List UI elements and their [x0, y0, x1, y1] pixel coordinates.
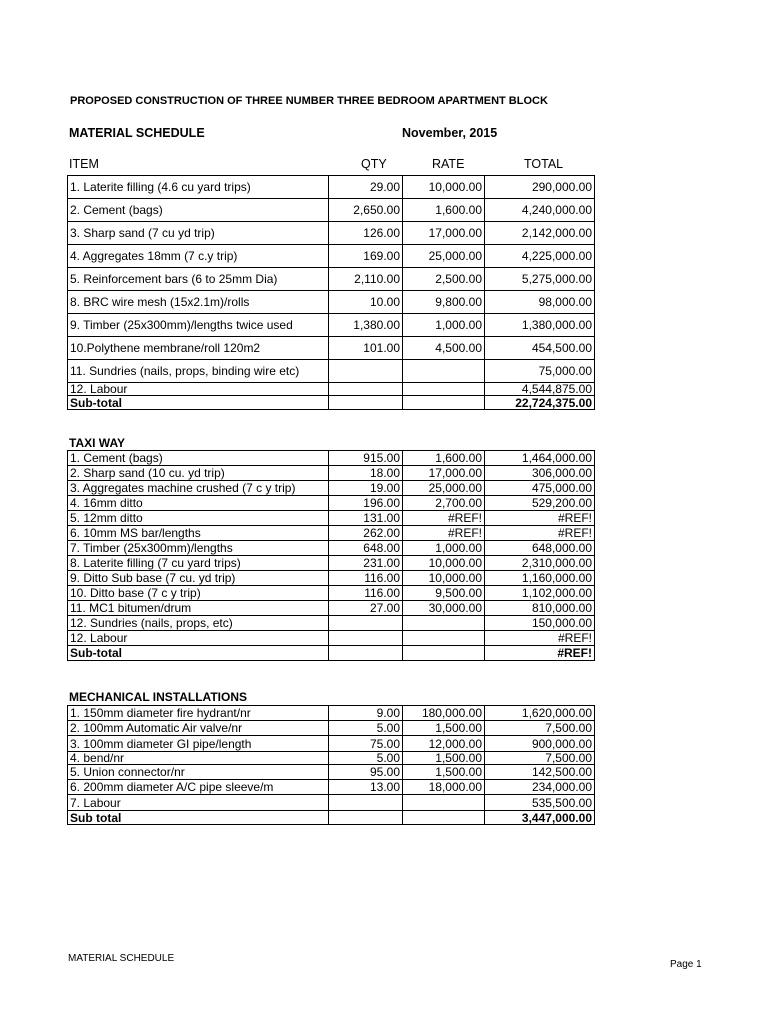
table-row [68, 795, 595, 811]
table-row [68, 526, 595, 541]
table-row [68, 314, 595, 337]
schedule-date: November, 2015 [402, 126, 498, 140]
cell-item: 9. Timber (25x300mm)/lengths twice used [68, 314, 329, 337]
cell-qty: 5.00 [329, 752, 403, 765]
cell-qty: 915.00 [329, 451, 403, 466]
cell-rate: 1,500.00 [403, 765, 485, 780]
subtotal-value: 22,724,375.00 [485, 396, 595, 410]
column-header-total: TOTAL [524, 157, 564, 171]
cell-qty: 19.00 [329, 481, 403, 496]
cell-rate: 2,500.00 [403, 268, 485, 291]
table-row [68, 721, 595, 736]
cell-qty: 18.00 [329, 466, 403, 481]
cell-rate: 10,000.00 [403, 556, 485, 571]
cell-total: 4,544,875.00 [485, 383, 595, 396]
cell-qty: 2,110.00 [329, 268, 403, 291]
cell-item: 7. Labour [68, 795, 329, 811]
cell-qty: 648.00 [329, 541, 403, 556]
table-row [68, 556, 595, 571]
cell-qty: 1,380.00 [329, 314, 403, 337]
cell-item: 6. 200mm diameter A/C pipe sleeve/m [68, 780, 329, 795]
cell-total: 1,380,000.00 [485, 314, 595, 337]
cell-total: 4,225,000.00 [485, 245, 595, 268]
subtotal-value: #REF! [485, 646, 595, 661]
cell-rate: 1,500.00 [403, 752, 485, 765]
cell-item: 3. Sharp sand (7 cu yd trip) [68, 222, 329, 245]
subtotal-row [68, 811, 595, 825]
cell-rate: 1,600.00 [403, 451, 485, 466]
cell-qty: 29.00 [329, 176, 403, 199]
table-row [68, 496, 595, 511]
cell-total: 306,000.00 [485, 466, 595, 481]
cell-total: #REF! [485, 526, 595, 541]
cell-total: 529,200.00 [485, 496, 595, 511]
cell-rate: 25,000.00 [403, 481, 485, 496]
cell-rate: 17,000.00 [403, 222, 485, 245]
column-header-rate: RATE [432, 157, 465, 171]
cell-total: 900,000.00 [485, 736, 595, 752]
cell-item: 8. Laterite filling (7 cu yard trips) [68, 556, 329, 571]
taxi-way-table [67, 450, 595, 661]
cell-rate: 1,000.00 [403, 541, 485, 556]
cell-total: 5,275,000.00 [485, 268, 595, 291]
cell-total: 234,000.00 [485, 780, 595, 795]
cell-total: 1,620,000.00 [485, 706, 595, 721]
document-title: PROPOSED CONSTRUCTION OF THREE NUMBER THREE BEDROOM APARTMENT BLOCK [70, 95, 548, 107]
cell-item: 10. Ditto base (7 c y trip) [68, 586, 329, 601]
column-header-qty: QTY [361, 157, 387, 171]
cell-qty: 9.00 [329, 706, 403, 721]
table-row [68, 245, 595, 268]
cell-rate: 1,500.00 [403, 721, 485, 736]
table-row [68, 631, 595, 646]
cell-item: 1. Laterite filling (4.6 cu yard trips) [68, 176, 329, 199]
cell-qty [329, 383, 403, 396]
cell-total: #REF! [485, 631, 595, 646]
cell-rate [403, 811, 485, 825]
cell-rate: 18,000.00 [403, 780, 485, 795]
subtotal-label: Sub-total [68, 396, 329, 410]
cell-item: 3. 100mm diameter GI pipe/length [68, 736, 329, 752]
cell-rate: 9,800.00 [403, 291, 485, 314]
cell-total: 75,000.00 [485, 360, 595, 383]
cell-qty: 101.00 [329, 337, 403, 360]
cell-qty: 169.00 [329, 245, 403, 268]
cell-total: 1,102,000.00 [485, 586, 595, 601]
table-row [68, 706, 595, 721]
cell-qty: 2,650.00 [329, 199, 403, 222]
cell-rate [403, 631, 485, 646]
cell-item: 12. Labour [68, 383, 329, 396]
cell-total: 475,000.00 [485, 481, 595, 496]
table-row [68, 466, 595, 481]
mechanical-installations-title: MECHANICAL INSTALLATIONS [69, 690, 247, 704]
cell-item: 9. Ditto Sub base (7 cu. yd trip) [68, 571, 329, 586]
material-table [67, 175, 595, 410]
table-row [68, 360, 595, 383]
cell-rate: 2,700.00 [403, 496, 485, 511]
cell-qty [329, 616, 403, 631]
cell-rate [403, 396, 485, 410]
cell-item: 8. BRC wire mesh (15x2.1m)/rolls [68, 291, 329, 314]
table-row [68, 736, 595, 752]
cell-total: 98,000.00 [485, 291, 595, 314]
cell-qty: 262.00 [329, 526, 403, 541]
cell-rate [403, 360, 485, 383]
cell-rate [403, 795, 485, 811]
cell-rate: 1,000.00 [403, 314, 485, 337]
cell-qty: 196.00 [329, 496, 403, 511]
subtotal-value: 3,447,000.00 [485, 811, 595, 825]
cell-item: 1. 150mm diameter fire hydrant/nr [68, 706, 329, 721]
cell-qty: 13.00 [329, 780, 403, 795]
subtotal-label: Sub total [68, 811, 329, 825]
footer-label: MATERIAL SCHEDULE [68, 953, 175, 964]
cell-qty: 116.00 [329, 571, 403, 586]
cell-total: 2,142,000.00 [485, 222, 595, 245]
table-row [68, 337, 595, 360]
cell-rate [403, 616, 485, 631]
table-row [68, 176, 595, 199]
cell-rate [403, 646, 485, 661]
cell-item: 4. 16mm ditto [68, 496, 329, 511]
cell-item: 11. Sundries (nails, props, binding wire etc) [68, 360, 329, 383]
table-row [68, 571, 595, 586]
cell-rate: 17,000.00 [403, 466, 485, 481]
cell-rate: #REF! [403, 526, 485, 541]
subtotal-label: Sub-total [68, 646, 329, 661]
table-row [68, 765, 595, 780]
cell-total: 7,500.00 [485, 721, 595, 736]
table-row [68, 222, 595, 245]
cell-total: 2,310,000.00 [485, 556, 595, 571]
schedule-title: MATERIAL SCHEDULE [69, 126, 205, 140]
cell-item: 2. 100mm Automatic Air valve/nr [68, 721, 329, 736]
subtotal-row [68, 646, 595, 661]
cell-item: 5. 12mm ditto [68, 511, 329, 526]
subtotal-row [68, 396, 595, 410]
cell-total: 150,000.00 [485, 616, 595, 631]
cell-qty: 126.00 [329, 222, 403, 245]
cell-rate: 10,000.00 [403, 176, 485, 199]
cell-total: 1,160,000.00 [485, 571, 595, 586]
cell-total: #REF! [485, 511, 595, 526]
cell-qty [329, 646, 403, 661]
cell-item: 2. Cement (bags) [68, 199, 329, 222]
cell-qty: 116.00 [329, 586, 403, 601]
cell-total: 810,000.00 [485, 601, 595, 616]
table-row [68, 541, 595, 556]
table-row [68, 451, 595, 466]
cell-total: 454,500.00 [485, 337, 595, 360]
table-row [68, 383, 595, 396]
table-row [68, 511, 595, 526]
mechanical-table [67, 705, 595, 825]
cell-total: 7,500.00 [485, 752, 595, 765]
cell-item: 1. Cement (bags) [68, 451, 329, 466]
cell-rate: 180,000.00 [403, 706, 485, 721]
cell-rate: 10,000.00 [403, 571, 485, 586]
cell-qty: 231.00 [329, 556, 403, 571]
cell-item: 6. 10mm MS bar/lengths [68, 526, 329, 541]
cell-item: 12. Sundries (nails, props, etc) [68, 616, 329, 631]
table-row [68, 780, 595, 795]
cell-total: 142,500.00 [485, 765, 595, 780]
cell-item: 5. Union connector/nr [68, 765, 329, 780]
cell-rate: #REF! [403, 511, 485, 526]
cell-rate: 12,000.00 [403, 736, 485, 752]
cell-total: 1,464,000.00 [485, 451, 595, 466]
cell-qty [329, 396, 403, 410]
cell-item: 4. bend/nr [68, 752, 329, 765]
cell-item: 11. MC1 bitumen/drum [68, 601, 329, 616]
cell-total: 535,500.00 [485, 795, 595, 811]
cell-rate: 9,500.00 [403, 586, 485, 601]
cell-item: 12. Labour [68, 631, 329, 646]
cell-item: 4. Aggregates 18mm (7 c.y trip) [68, 245, 329, 268]
cell-item: 5. Reinforcement bars (6 to 25mm Dia) [68, 268, 329, 291]
cell-total: 290,000.00 [485, 176, 595, 199]
taxi-way-title: TAXI WAY [69, 436, 126, 450]
table-row [68, 752, 595, 765]
cell-item: 7. Timber (25x300mm)/lengths [68, 541, 329, 556]
cell-total: 648,000.00 [485, 541, 595, 556]
cell-item: 10.Polythene membrane/roll 120m2 [68, 337, 329, 360]
cell-qty [329, 631, 403, 646]
cell-qty: 5.00 [329, 721, 403, 736]
table-row [68, 291, 595, 314]
table-row [68, 586, 595, 601]
cell-qty: 131.00 [329, 511, 403, 526]
table-row [68, 481, 595, 496]
cell-total: 4,240,000.00 [485, 199, 595, 222]
cell-qty [329, 360, 403, 383]
cell-rate: 30,000.00 [403, 601, 485, 616]
cell-rate: 4,500.00 [403, 337, 485, 360]
cell-qty [329, 795, 403, 811]
cell-qty: 75.00 [329, 736, 403, 752]
table-row [68, 616, 595, 631]
table-row [68, 268, 595, 291]
cell-rate [403, 383, 485, 396]
cell-qty: 27.00 [329, 601, 403, 616]
page-number: Page 1 [670, 959, 702, 970]
cell-rate: 1,600.00 [403, 199, 485, 222]
cell-item: 2. Sharp sand (10 cu. yd trip) [68, 466, 329, 481]
table-row [68, 601, 595, 616]
cell-item: 3. Aggregates machine crushed (7 c y trip) [68, 481, 329, 496]
cell-rate: 25,000.00 [403, 245, 485, 268]
table-row [68, 199, 595, 222]
cell-qty: 95.00 [329, 765, 403, 780]
cell-qty: 10.00 [329, 291, 403, 314]
cell-qty [329, 811, 403, 825]
column-header-item: ITEM [69, 157, 99, 171]
